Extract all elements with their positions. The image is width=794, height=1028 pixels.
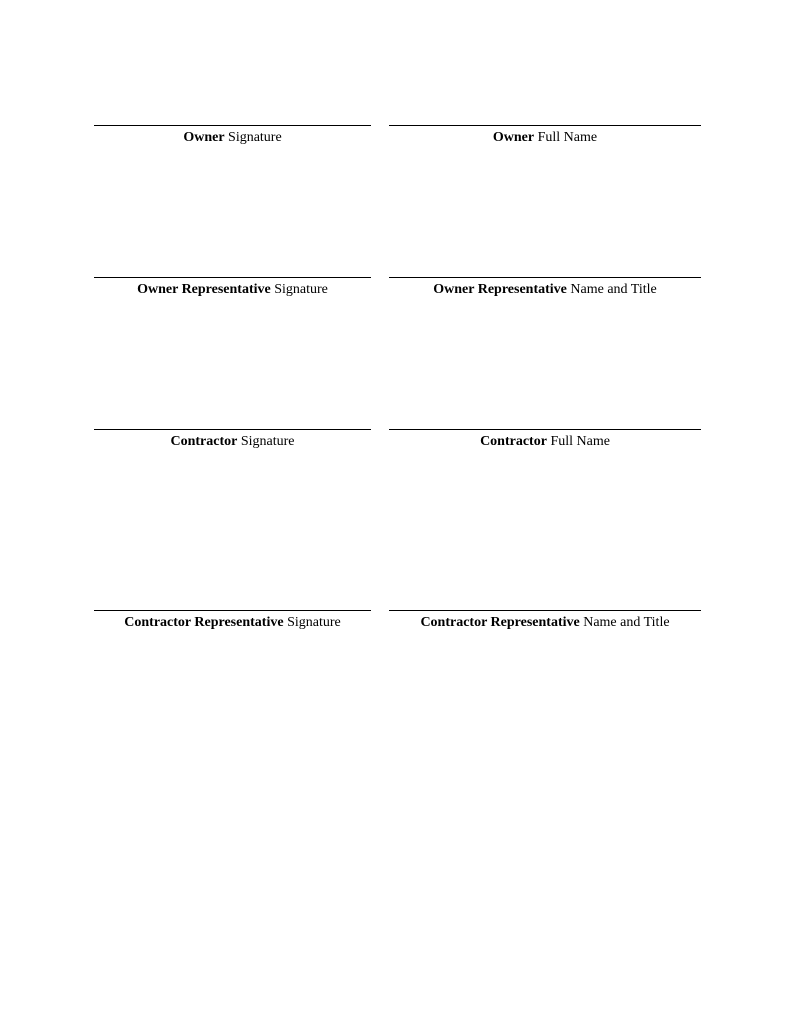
contractor-rep-signature-role: Contractor Representative: [124, 615, 284, 630]
owner-rep-signature-line[interactable]: [94, 277, 371, 299]
contractor-rep-name-title-label: Name and Title: [579, 615, 670, 630]
owner-signature-label: Signature: [224, 130, 282, 145]
owner-full-name-line[interactable]: [389, 125, 701, 147]
owner-rep-name-title-role: Owner Representative: [433, 282, 567, 297]
contractor-rep-signature-label: Signature: [283, 615, 341, 630]
contractor-signature-label: Signature: [237, 434, 295, 449]
owner-signature-role: Owner: [183, 130, 225, 145]
contractor-rep-signature-line[interactable]: [94, 610, 371, 632]
owner-rep-signature-label: Signature: [270, 282, 328, 297]
contractor-full-name-role: Contractor: [480, 434, 547, 449]
owner-full-name-label: Full Name: [534, 130, 598, 145]
contractor-signature-line[interactable]: [94, 429, 371, 451]
contractor-full-name-label: Full Name: [546, 434, 610, 449]
owner-rep-signature-role: Owner Representative: [137, 282, 271, 297]
owner-full-name-role: Owner: [492, 130, 535, 145]
contractor-signature-role: Contractor: [170, 434, 238, 449]
contractor-full-name-line[interactable]: [389, 429, 701, 451]
contractor-rep-name-title-role: Contractor Representative: [420, 615, 580, 630]
contractor-rep-name-title-line[interactable]: [389, 610, 701, 632]
owner-rep-name-title-line[interactable]: [389, 277, 701, 299]
owner-rep-name-title-label: Name and Title: [566, 282, 657, 297]
owner-signature-line[interactable]: [94, 125, 371, 147]
